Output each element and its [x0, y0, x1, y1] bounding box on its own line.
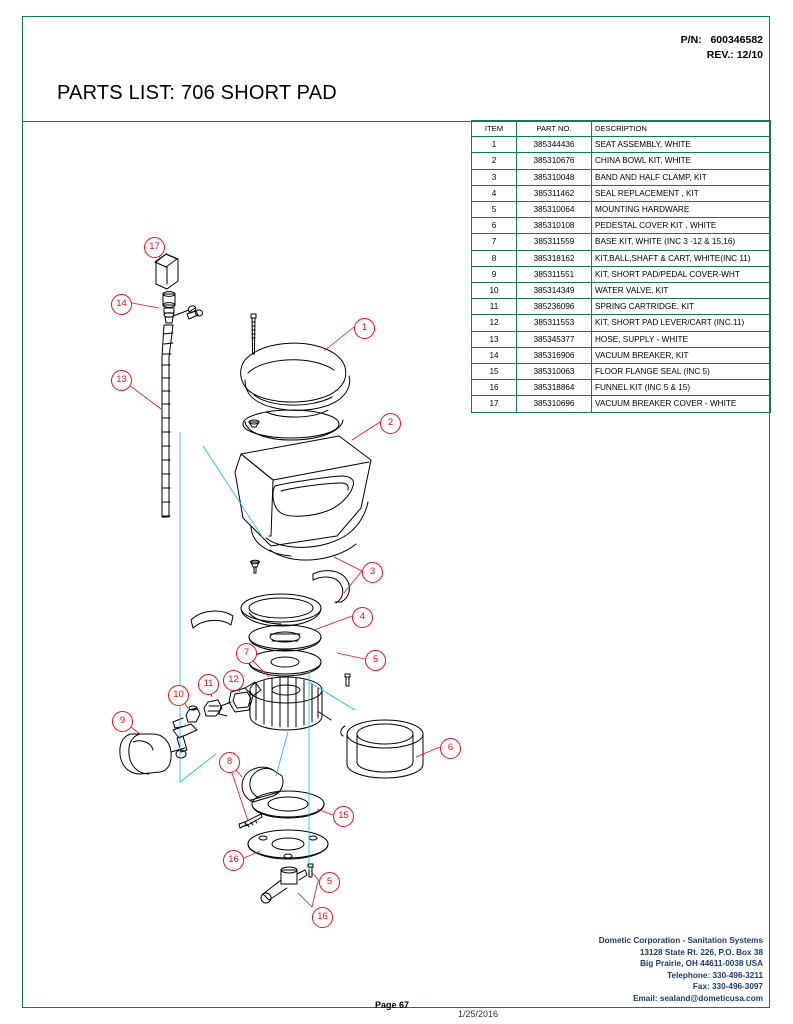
seal-backing-ring-part — [249, 650, 321, 676]
table-row — [472, 380, 771, 396]
valve-linkage-part — [173, 724, 197, 758]
callout-9: 9 — [112, 711, 133, 732]
cell-item: 12 — [472, 315, 517, 331]
cell-part-no: 385311551 — [517, 266, 592, 282]
callout-15: 15 — [333, 806, 354, 827]
water-valve-part — [173, 706, 200, 728]
revision-line — [681, 48, 763, 63]
cell-part-no: 385344436 — [517, 137, 592, 153]
cell-description: BASE KIT, WHITE (INC 3 -12 & 15,16) — [592, 234, 771, 250]
table-row — [472, 364, 771, 380]
cell-item: 11 — [472, 299, 517, 315]
callout-2: 2 — [380, 413, 401, 434]
callout-3: 3 — [362, 562, 383, 583]
cell-item: 5 — [472, 202, 517, 218]
table-row — [472, 218, 771, 234]
table-row — [472, 283, 771, 299]
cell-part-no: 385310696 — [517, 396, 592, 412]
footer-company: Dometic Corporation - Sanitation Systems — [598, 936, 763, 945]
table-row — [472, 234, 771, 250]
cell-part-no: 385311462 — [517, 185, 592, 201]
cell-item: 1 — [472, 137, 517, 153]
revision-label: REV.: — [706, 49, 734, 61]
pedestal-cover-part — [341, 720, 423, 778]
column-header-item: ITEM — [472, 121, 517, 137]
cell-description: KIT, SHORT PAD LEVER/CART (INC.11) — [592, 315, 771, 331]
cell-description: VACUUM BREAKER, KIT — [592, 347, 771, 363]
cell-item: 3 — [472, 169, 517, 185]
part-number-line — [681, 33, 763, 48]
cell-part-no: 385311553 — [517, 315, 592, 331]
band-half-clamp-part — [313, 571, 349, 603]
cell-part-no: 385310064 — [517, 202, 592, 218]
cell-description: KIT,BALL,SHAFT & CART, WHITE(INC 11) — [592, 250, 771, 266]
callout-16: 16 — [223, 850, 244, 871]
column-header-description: DESCRIPTION — [592, 121, 771, 137]
cell-description: HOSE, SUPPLY - WHITE — [592, 331, 771, 347]
supply-hose-part — [162, 325, 173, 517]
cell-part-no: 385316906 — [517, 347, 592, 363]
callout-13: 13 — [111, 370, 132, 391]
floor-flange-seal-part — [252, 791, 324, 818]
parts-table — [471, 120, 771, 413]
page-number: Page 67 — [375, 1000, 410, 1010]
footer-telephone: Telephone: 330-496-3211 — [667, 970, 763, 980]
band-half-clamp-part-2 — [191, 611, 233, 628]
assembly-drawing-svg — [23, 122, 469, 922]
cell-description: VACUUM BREAKER COVER - WHITE — [592, 396, 771, 412]
table-row — [472, 396, 771, 412]
cell-part-no: 385318864 — [517, 380, 592, 396]
cell-part-no: 385236096 — [517, 299, 592, 315]
cell-item: 9 — [472, 266, 517, 282]
callout-17: 17 — [144, 237, 165, 258]
callout-leader-lines — [121, 246, 440, 907]
cell-part-no: 385310108 — [517, 218, 592, 234]
callout-5: 5 — [365, 650, 386, 671]
table-row — [472, 315, 771, 331]
table-row — [472, 202, 771, 218]
cell-part-no: 385345377 — [517, 331, 592, 347]
cell-description: BAND AND HALF CLAMP, KIT — [592, 169, 771, 185]
cell-part-no: 385318162 — [517, 250, 592, 266]
mounting-hardware-screw-part — [345, 674, 350, 686]
footer-address-line1: 13128 State Rt. 226, P.O. Box 38 — [639, 947, 763, 957]
callout-12: 12 — [223, 670, 244, 691]
footer-fax: Fax: 330-496-3097 — [692, 982, 763, 991]
cell-item: 15 — [472, 364, 517, 380]
table-row — [472, 185, 771, 201]
part-number-value: 600346582 — [710, 34, 763, 46]
callout-10: 10 — [168, 685, 189, 706]
cell-description: FUNNEL KIT (INC 5 & 15) — [592, 380, 771, 396]
footer-email: Email: sealand@dometicusa.com — [633, 993, 763, 1003]
cell-item: 13 — [472, 331, 517, 347]
table-row — [472, 137, 771, 153]
footer-address-line2: Big Prairie, OH 44611-0038 USA — [640, 959, 763, 968]
cell-part-no: 385310676 — [517, 153, 592, 169]
funnel-kit-part — [248, 830, 328, 859]
cell-description: MOUNTING HARDWARE — [592, 202, 771, 218]
cell-item: 10 — [472, 283, 517, 299]
callout-5-lower: 5 — [319, 872, 340, 893]
exploded-assembly-diagram — [23, 122, 469, 922]
cell-item: 2 — [472, 153, 517, 169]
column-header-part-no: PART NO. — [517, 121, 592, 137]
china-bowl-part — [235, 436, 371, 560]
cell-description: KIT, SHORT PAD/PEDAL COVER-WHT — [592, 266, 771, 282]
table-header-row — [472, 121, 771, 137]
part-number-block — [681, 33, 763, 63]
callout-1: 1 — [354, 318, 375, 339]
seal-replacement-part — [249, 625, 321, 651]
cell-item: 8 — [472, 250, 517, 266]
cell-part-no: 385310048 — [517, 169, 592, 185]
callout-4: 4 — [352, 607, 373, 628]
table-row — [472, 331, 771, 347]
callout-14: 14 — [111, 294, 132, 315]
callout-6: 6 — [440, 738, 461, 759]
seat-bolt-nut-part — [249, 420, 259, 427]
cell-item: 16 — [472, 380, 517, 396]
callout-11: 11 — [198, 674, 219, 695]
table-row — [472, 250, 771, 266]
cell-part-no: 385311559 — [517, 234, 592, 250]
cell-item: 14 — [472, 347, 517, 363]
callout-7: 7 — [236, 643, 257, 664]
cell-item: 7 — [472, 234, 517, 250]
document-date: 1/25/2016 — [458, 1009, 499, 1019]
cell-description: CHINA BOWL KIT, WHITE — [592, 153, 771, 169]
cell-item: 6 — [472, 218, 517, 234]
callout-8: 8 — [219, 752, 240, 773]
cell-description: WATER VALVE, KIT — [592, 283, 771, 299]
funnel-outlet-part — [261, 867, 307, 903]
table-row — [472, 153, 771, 169]
cell-description: FLOOR FLANGE SEAL (INC 5) — [592, 364, 771, 380]
cell-description: SEAT ASSEMBLY, WHITE — [592, 137, 771, 153]
table-row — [472, 169, 771, 185]
table-row — [472, 347, 771, 363]
base-kit-part — [250, 677, 331, 730]
cell-description: SEAL REPLACEMENT , KIT — [592, 185, 771, 201]
clamp-ring-part — [241, 594, 321, 626]
cell-description: PEDESTAL COVER KIT , WHITE — [592, 218, 771, 234]
table-row — [472, 299, 771, 315]
shaft-screw-part — [239, 814, 262, 828]
footer-company-block — [599, 935, 763, 1004]
short-pad-pedal-cover-part — [120, 734, 185, 774]
cell-part-no: 385314349 — [517, 283, 592, 299]
cell-part-no: 385310063 — [517, 364, 592, 380]
bowl-mounting-bolt-part — [251, 560, 260, 573]
cell-item: 4 — [472, 185, 517, 201]
vacuum-breaker-cover-part — [155, 254, 178, 289]
cell-item: 17 — [472, 396, 517, 412]
part-number-label: P/N: — [680, 34, 702, 46]
table-row — [472, 266, 771, 282]
seat-bolt-part — [251, 314, 256, 354]
page-title: PARTS LIST: 706 SHORT PAD — [57, 82, 337, 104]
cell-description: SPRING CARTRIDGE, KIT — [592, 299, 771, 315]
revision-value: 12/10 — [736, 49, 763, 61]
callout-16-lower: 16 — [312, 907, 333, 928]
